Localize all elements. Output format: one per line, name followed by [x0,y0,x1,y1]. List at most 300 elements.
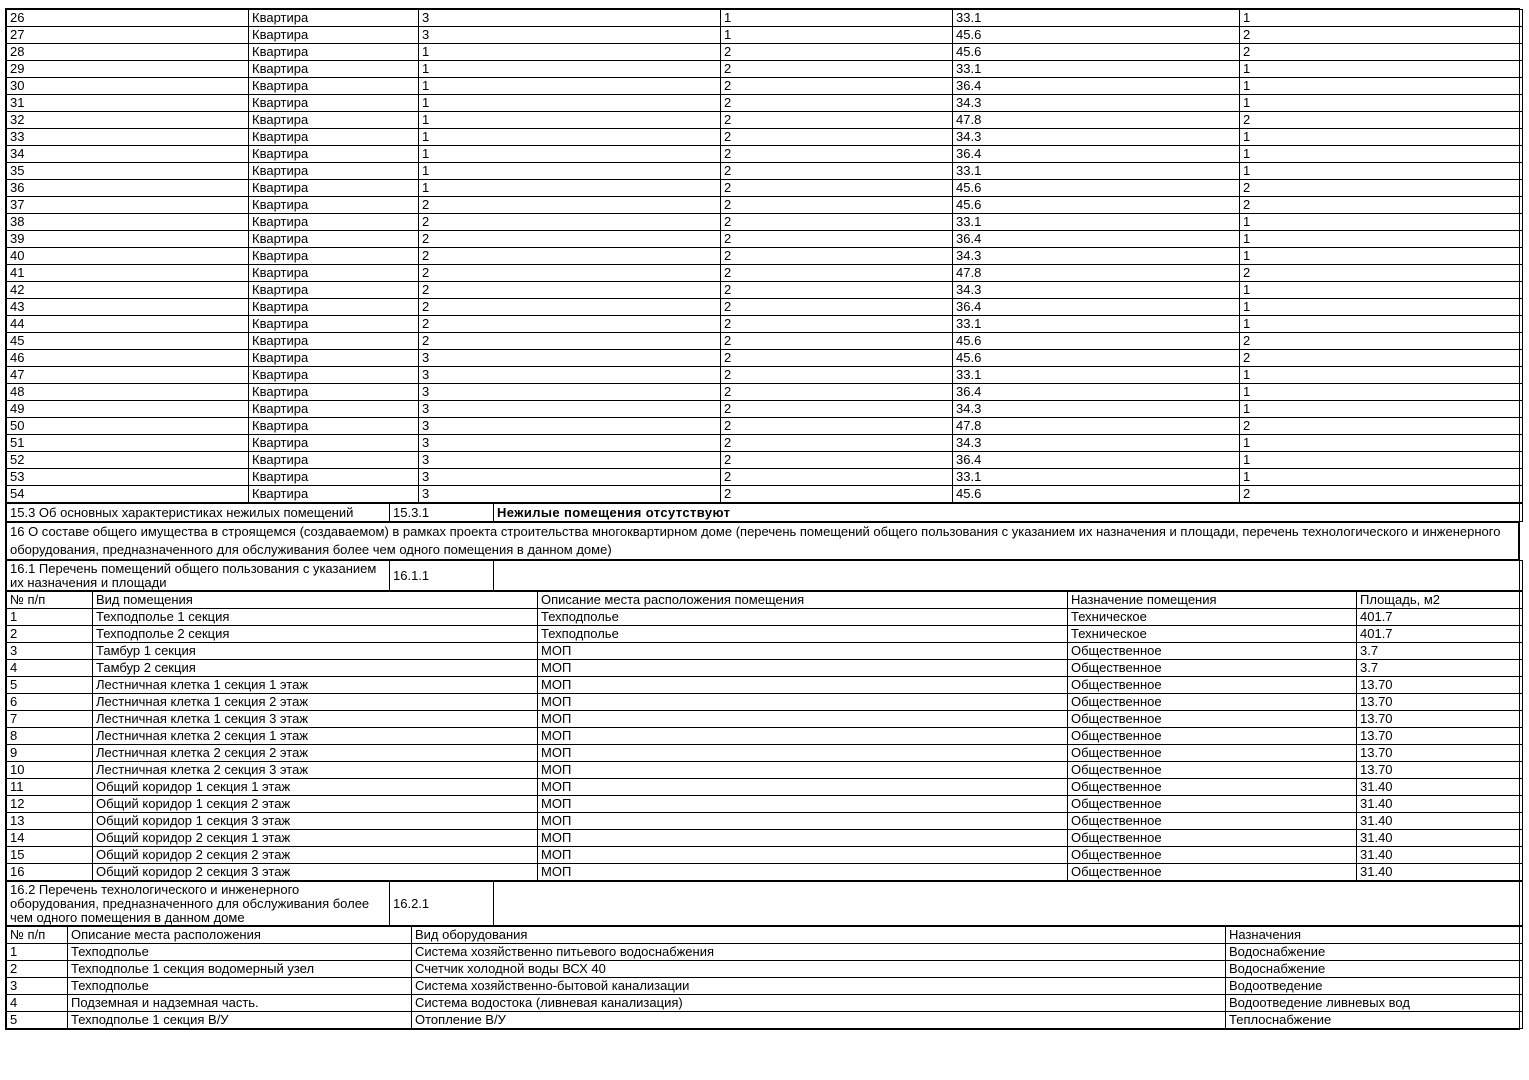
table-row [7,180,1523,197]
table-cell: 1 [1240,248,1523,265]
table-cell: 11 [7,779,93,796]
table-cell: 2 [721,265,953,282]
table-cell: 35 [7,163,249,180]
table-cell: 2 [721,452,953,469]
table-cell: 8 [7,728,93,745]
table-row [7,961,1523,978]
table-cell: 13.70 [1357,728,1523,745]
table-row [7,265,1523,282]
table-cell: МОП [538,745,1068,762]
table-cell: Лестничная клетка 1 секция 2 этаж [93,694,538,711]
apartments-table-body [7,10,1523,503]
table-cell: 34 [7,146,249,163]
table-cell: 45.6 [953,197,1240,214]
table-row [7,728,1523,745]
table-cell: 3.7 [1357,643,1523,660]
table-cell: 47.8 [953,418,1240,435]
table-cell: 2 [721,299,953,316]
table-row [7,231,1523,248]
table-cell: Отопление В/У [412,1012,1226,1029]
table-cell: 2 [7,961,68,978]
table-cell: 28 [7,44,249,61]
table-cell: 2 [419,282,721,299]
table-cell: Квартира [249,231,419,248]
section-16-2-label: 16.2 Перечень технологического и инженерного оборудования, предназначенного для обслуживания более чем одного помещения в данном доме [7,882,390,926]
table-cell: Техподполье [538,609,1068,626]
table-cell: 39 [7,231,249,248]
table-cell: 1 [1240,163,1523,180]
table-row [7,146,1523,163]
table-cell: 1 [1240,78,1523,95]
table-cell: 2 [721,367,953,384]
table-cell: Техподполье [68,978,412,995]
table-cell: 13 [7,813,93,830]
table-cell: Общий коридор 2 секция 2 этаж [93,847,538,864]
table-cell: МОП [538,796,1068,813]
table-row [7,626,1523,643]
table-cell: Лестничная клетка 1 секция 3 этаж [93,711,538,728]
table-cell: 45.6 [953,350,1240,367]
table-cell: 36.4 [953,384,1240,401]
table-cell: Общий коридор 1 секция 1 этаж [93,779,538,796]
table-cell: 33.1 [953,61,1240,78]
table-cell: Лестничная клетка 2 секция 1 этаж [93,728,538,745]
table-cell: Общественное [1068,830,1357,847]
table-cell: 1 [1240,214,1523,231]
table-cell: 33.1 [953,214,1240,231]
table-row [7,523,1519,560]
table-cell: Общественное [1068,660,1357,677]
table-cell: Техподполье [538,626,1068,643]
table-cell: 5 [7,677,93,694]
table-cell: 48 [7,384,249,401]
table-cell: 1 [1240,401,1523,418]
table-cell: 2 [721,146,953,163]
table-cell: Система хозяйственно-бытовой канализации [412,978,1226,995]
table-row [7,944,1523,961]
table-cell: 45.6 [953,486,1240,503]
table-cell: Лестничная клетка 2 секция 2 этаж [93,745,538,762]
table-cell: 2 [1240,265,1523,282]
table-cell: Квартира [249,78,419,95]
table-cell: 1 [721,27,953,44]
table-cell: 3 [419,418,721,435]
table-cell: 2 [721,282,953,299]
table-cell: 401.7 [1357,626,1523,643]
section-16-text: 16 О составе общего имущества в строящемся (создаваемом) в рамках проекта строительства многоквартирном доме (перечень помещений общего пользования с указанием их назначения и площади, перечень технологического и инженерного оборудования, предназначенного для обслуживания более чем одного помещения в данном доме) [7,523,1519,560]
table-cell: Квартира [249,197,419,214]
table-cell: Водоотведение ливневых вод [1226,995,1523,1012]
table-cell: 1 [1240,282,1523,299]
table-cell: Техподполье 1 секция [93,609,538,626]
table-cell: 1 [419,95,721,112]
table-cell: 2 [721,418,953,435]
table-cell: 2 [1240,180,1523,197]
table-cell: Квартира [249,10,419,27]
header-cell: Площадь, м2 [1357,592,1523,609]
table-cell: 13.70 [1357,762,1523,779]
table-cell: Квартира [249,469,419,486]
table-cell: Общественное [1068,677,1357,694]
table-cell: 401.7 [1357,609,1523,626]
table-cell: 33.1 [953,163,1240,180]
table-cell: 2 [1240,197,1523,214]
table-row [7,830,1523,847]
table-cell: 53 [7,469,249,486]
table-cell: 2 [419,231,721,248]
table-cell: 34.3 [953,435,1240,452]
table-cell: 13.70 [1357,745,1523,762]
table-cell: Техподполье 2 секция [93,626,538,643]
table-row [7,10,1523,27]
table-cell: 2 [721,163,953,180]
table-cell: 13.70 [1357,711,1523,728]
table-cell: 4 [7,660,93,677]
table-cell: 2 [721,197,953,214]
table-cell: 33.1 [953,367,1240,384]
section-16-paragraph [6,522,1519,560]
table-cell: Квартира [249,129,419,146]
table-cell: 2 [721,333,953,350]
table-cell: 36 [7,180,249,197]
table-cell: Квартира [249,486,419,503]
table-row [7,847,1523,864]
table-cell: Водоотведение [1226,978,1523,995]
table-cell: 45.6 [953,333,1240,350]
table-cell: 47.8 [953,265,1240,282]
table-cell: Водоснабжение [1226,944,1523,961]
table-row [7,27,1523,44]
table-cell: 1 [1240,367,1523,384]
table-cell: 1 [419,61,721,78]
table-row [7,367,1523,384]
table-cell: 3 [419,350,721,367]
section-15-3-row [6,503,1523,522]
table-row [7,129,1523,146]
table-cell: Общественное [1068,813,1357,830]
table-cell: 54 [7,486,249,503]
table-cell: 2 [419,248,721,265]
table-cell: 31.40 [1357,864,1523,881]
project-declaration-document [5,8,1520,1030]
table-cell: 37 [7,197,249,214]
table-cell: 33.1 [953,10,1240,27]
section-16-2-empty-cell [494,882,1523,926]
equipment-table [6,926,1523,1029]
table-cell: Квартира [249,180,419,197]
table-cell: 33.1 [953,469,1240,486]
table-cell: 3 [419,384,721,401]
table-cell: 13.70 [1357,677,1523,694]
header-cell: Назначение помещения [1068,592,1357,609]
table-cell: 2 [721,384,953,401]
table-cell: 2 [1240,27,1523,44]
table-cell: 1 [419,78,721,95]
table-cell: 2 [1240,486,1523,503]
table-cell: 5 [7,1012,68,1029]
table-cell: Общий коридор 2 секция 3 этаж [93,864,538,881]
table-cell: 45.6 [953,44,1240,61]
table-cell: 41 [7,265,249,282]
table-cell: Техническое [1068,609,1357,626]
equipment-table-body [7,944,1523,1029]
table-cell: Квартира [249,401,419,418]
table-cell: Техподполье [68,944,412,961]
table-cell: 3 [419,27,721,44]
table-row [7,711,1523,728]
table-row [7,486,1523,503]
table-row [7,978,1523,995]
table-cell: Тамбур 2 секция [93,660,538,677]
table-cell: 33 [7,129,249,146]
table-cell: Общественное [1068,762,1357,779]
table-cell: 1 [1240,146,1523,163]
table-cell: Квартира [249,316,419,333]
table-row [7,660,1523,677]
table-cell: Общественное [1068,864,1357,881]
table-cell: 2 [1240,418,1523,435]
table-cell: 1 [1240,10,1523,27]
header-cell: № п/п [7,927,68,944]
table-cell: 47.8 [953,112,1240,129]
header-cell: № п/п [7,592,93,609]
table-row [7,609,1523,626]
table-cell: 40 [7,248,249,265]
table-cell: 1 [1240,435,1523,452]
table-cell: Квартира [249,44,419,61]
table-cell: Общественное [1068,796,1357,813]
table-row [7,112,1523,129]
table-cell: МОП [538,728,1068,745]
table-cell: 2 [721,435,953,452]
table-row [7,418,1523,435]
table-cell: Квартира [249,112,419,129]
table-cell: 1 [419,129,721,146]
table-row [7,762,1523,779]
table-cell: 1 [1240,95,1523,112]
section-16-2-row [6,881,1523,926]
table-cell: 51 [7,435,249,452]
header-cell: Вид оборудования [412,927,1226,944]
table-row [7,163,1523,180]
common-rooms-table [6,591,1523,881]
table-cell: 45.6 [953,180,1240,197]
table-cell: Тамбур 1 секция [93,643,538,660]
table-cell: 13.70 [1357,694,1523,711]
section-16-1-code: 16.1.1 [390,561,494,591]
table-cell: МОП [538,847,1068,864]
table-cell: 2 [721,61,953,78]
table-cell: Лестничная клетка 1 секция 1 этаж [93,677,538,694]
table-cell: 2 [721,78,953,95]
table-cell: Квартира [249,61,419,78]
table-cell: 43 [7,299,249,316]
table-row [7,61,1523,78]
table-row [7,282,1523,299]
table-row [7,864,1523,881]
table-cell: 3 [419,452,721,469]
table-cell: 2 [721,129,953,146]
table-cell: 9 [7,745,93,762]
table-cell: 49 [7,401,249,418]
section-16-1-row [6,560,1523,591]
common-rooms-table-body [7,609,1523,881]
table-cell: 1 [1240,231,1523,248]
table-cell: 31.40 [1357,830,1523,847]
table-cell: МОП [538,677,1068,694]
table-cell: 2 [721,95,953,112]
table-cell: Квартира [249,282,419,299]
table-cell: 2 [721,112,953,129]
table-row [7,44,1523,61]
table-cell: 1 [419,163,721,180]
table-cell: 3 [419,401,721,418]
table-cell: 46 [7,350,249,367]
table-cell: Техподполье 1 секция водомерный узел [68,961,412,978]
table-cell: 14 [7,830,93,847]
table-cell: 2 [419,333,721,350]
section-15-3-label: 15.3 Об основных характеристиках нежилых помещений [7,504,390,522]
table-cell: Подземная и надземная часть. [68,995,412,1012]
table-cell: 31.40 [1357,847,1523,864]
table-cell: 2 [721,248,953,265]
table-row [7,299,1523,316]
table-cell: 6 [7,694,93,711]
header-cell: Описание места расположения [68,927,412,944]
table-cell: 7 [7,711,93,728]
table-cell: Квартира [249,299,419,316]
table-row [7,796,1523,813]
table-cell: Общий коридор 2 секция 1 этаж [93,830,538,847]
table-cell: 32 [7,112,249,129]
table-cell: Техническое [1068,626,1357,643]
table-cell: 31.40 [1357,813,1523,830]
table-cell: 33.1 [953,316,1240,333]
header-cell: Описание места расположения помещения [538,592,1068,609]
apartments-table [6,9,1523,503]
table-cell: Квартира [249,384,419,401]
table-row [7,350,1523,367]
table-cell: 10 [7,762,93,779]
table-cell: 50 [7,418,249,435]
table-cell: 45 [7,333,249,350]
table-cell: Квартира [249,214,419,231]
table-cell: 2 [721,316,953,333]
table-row [7,384,1523,401]
table-row [7,561,1523,591]
table-cell: 2 [419,299,721,316]
table-cell: Водоснабжение [1226,961,1523,978]
header-cell: Вид помещения [93,592,538,609]
table-cell: 2 [419,214,721,231]
table-cell: 26 [7,10,249,27]
table-cell: 3 [7,643,93,660]
table-cell: МОП [538,813,1068,830]
table-row [7,677,1523,694]
section-15-3-code: 15.3.1 [390,504,494,522]
section-16-1-empty-cell [494,561,1523,591]
table-cell: 52 [7,452,249,469]
table-cell: 16 [7,864,93,881]
table-cell: 3.7 [1357,660,1523,677]
table-cell: 1 [1240,129,1523,146]
table-cell: 31 [7,95,249,112]
table-cell: 45.6 [953,27,1240,44]
table-cell: 36.4 [953,78,1240,95]
table-cell: 1 [419,112,721,129]
table-cell: МОП [538,864,1068,881]
table-cell: 2 [721,401,953,418]
table-cell: МОП [538,830,1068,847]
table-cell: МОП [538,762,1068,779]
table-row [7,78,1523,95]
table-cell: 1 [419,44,721,61]
table-cell: 1 [1240,316,1523,333]
table-cell: 2 [7,626,93,643]
table-cell: Квартира [249,333,419,350]
table-cell: Квартира [249,265,419,282]
table-cell: 34.3 [953,129,1240,146]
common-rooms-header-row [7,592,1523,609]
table-cell: 2 [721,44,953,61]
section-16-2-code: 16.2.1 [390,882,494,926]
table-cell: Квартира [249,367,419,384]
table-cell: 29 [7,61,249,78]
table-cell: 1 [1240,384,1523,401]
table-row [7,333,1523,350]
table-cell: Квартира [249,27,419,44]
table-cell: Общественное [1068,694,1357,711]
table-row [7,469,1523,486]
table-cell: 1 [721,10,953,27]
table-cell: 38 [7,214,249,231]
table-cell: 27 [7,27,249,44]
table-cell: 30 [7,78,249,95]
table-cell: 12 [7,796,93,813]
table-cell: 3 [419,435,721,452]
table-cell: МОП [538,711,1068,728]
table-cell: 2 [721,231,953,248]
table-cell: 15 [7,847,93,864]
table-cell: МОП [538,643,1068,660]
table-cell: Система хозяйственно питьевого водоснабжения [412,944,1226,961]
table-cell: 34.3 [953,401,1240,418]
table-cell: 34.3 [953,282,1240,299]
table-cell: 2 [1240,44,1523,61]
table-cell: 36.4 [953,146,1240,163]
table-cell: 47 [7,367,249,384]
table-cell: Квартира [249,248,419,265]
table-row [7,401,1523,418]
table-cell: 2 [721,214,953,231]
table-cell: 36.4 [953,231,1240,248]
table-cell: Общественное [1068,847,1357,864]
table-row [7,316,1523,333]
table-cell: 3 [419,367,721,384]
table-cell: МОП [538,779,1068,796]
section-16-1-label: 16.1 Перечень помещений общего пользования с указанием их назначения и площади [7,561,390,591]
table-row [7,1012,1523,1029]
table-cell: 34.3 [953,248,1240,265]
table-row [7,435,1523,452]
table-cell: Квартира [249,435,419,452]
table-cell: 1 [1240,61,1523,78]
table-cell: 34.3 [953,95,1240,112]
table-cell: 36.4 [953,452,1240,469]
table-cell: 3 [419,469,721,486]
table-cell: 3 [419,486,721,503]
table-row [7,643,1523,660]
